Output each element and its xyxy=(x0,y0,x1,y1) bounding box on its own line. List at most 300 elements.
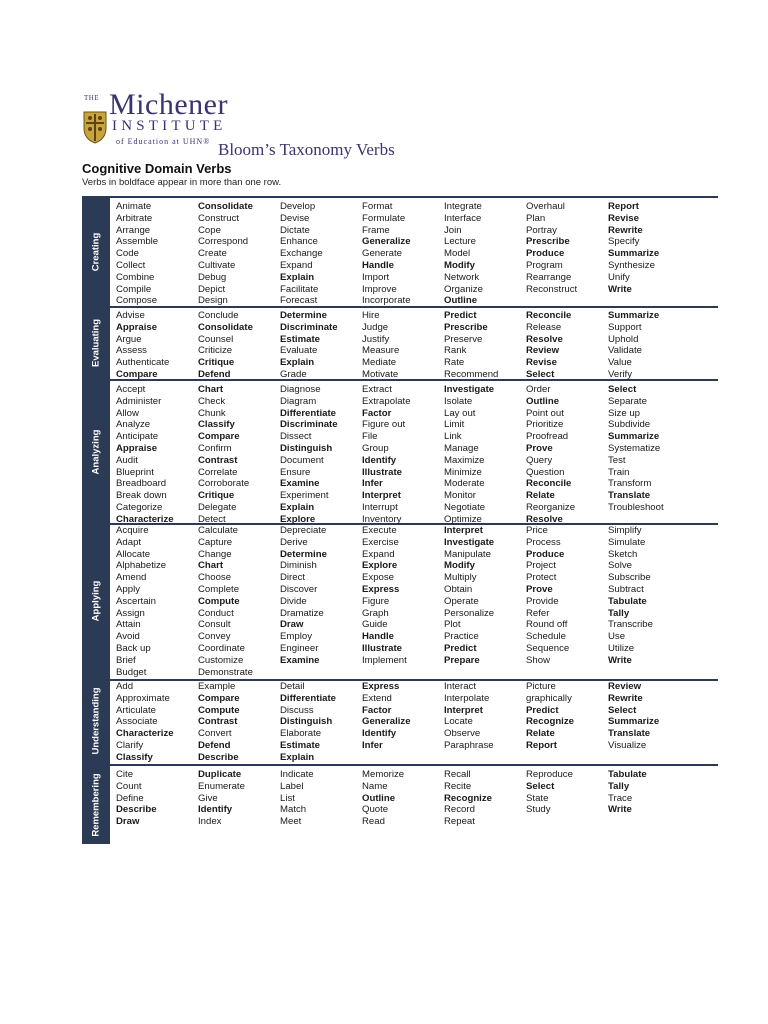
verb: Specify xyxy=(608,236,640,248)
verb: Reorganize xyxy=(526,501,576,513)
row-label-text: Analyzing xyxy=(90,429,102,475)
verb: Systematize xyxy=(608,442,661,454)
verb: Elaborate xyxy=(280,728,322,740)
verb: Compare xyxy=(116,368,158,380)
row-divider xyxy=(82,196,718,198)
verb: Maximize xyxy=(444,454,485,466)
verb-column xyxy=(198,384,249,526)
verb: Counsel xyxy=(198,333,234,345)
verb: Measure xyxy=(362,345,400,357)
verb-column xyxy=(362,310,399,381)
verb: Compose xyxy=(116,295,158,307)
verb: Transform xyxy=(608,478,652,490)
verb: Visualize xyxy=(608,739,647,751)
verb: Program xyxy=(526,259,563,271)
verb: Compile xyxy=(116,283,152,295)
verb: Incorporate xyxy=(362,295,411,307)
verb: Investigate xyxy=(444,536,495,548)
verb: Extend xyxy=(362,692,392,704)
verb-column xyxy=(116,384,174,526)
verb: Brief xyxy=(116,654,136,666)
verb: Consult xyxy=(198,619,231,631)
verb-column xyxy=(280,201,323,307)
verb: Predict xyxy=(444,310,477,321)
verb: Select xyxy=(526,780,555,792)
verb: Change xyxy=(198,548,232,560)
verb: Handle xyxy=(362,259,394,271)
verb: Authenticate xyxy=(116,357,170,369)
verb: Chunk xyxy=(198,407,226,419)
verb: Enumerate xyxy=(198,780,245,792)
verb: Give xyxy=(198,792,218,804)
logo-name: Michener xyxy=(109,88,228,121)
verb: Point out xyxy=(526,407,564,419)
verb: Recognize xyxy=(444,792,492,804)
verb: Interpret xyxy=(444,525,483,536)
verb: Convey xyxy=(198,631,231,643)
verb: Identify xyxy=(362,728,397,740)
verb-column xyxy=(362,525,407,667)
verb: Estimate xyxy=(280,333,320,345)
verb: Diagram xyxy=(280,395,317,407)
verb: Hire xyxy=(362,310,380,321)
verb: Limit xyxy=(444,419,465,431)
verb: Illustrate xyxy=(362,642,402,654)
verb: Animate xyxy=(116,201,152,212)
verb: Articulate xyxy=(116,704,156,716)
verb: Corroborate xyxy=(198,478,250,490)
verb: Revise xyxy=(526,357,557,369)
verb: Tabulate xyxy=(608,595,647,607)
verb-column xyxy=(280,769,314,828)
verb: Discriminate xyxy=(280,419,338,431)
verb: Uphold xyxy=(608,333,639,345)
verb-column xyxy=(362,681,411,752)
verb: Multiply xyxy=(444,572,477,584)
verb: Modify xyxy=(444,560,475,572)
verb: Budget xyxy=(116,666,147,678)
verb: Examine xyxy=(280,478,320,490)
verb: Schedule xyxy=(526,631,567,643)
verb-column xyxy=(608,310,659,381)
verb: Write xyxy=(608,804,632,816)
verb: Group xyxy=(362,442,389,454)
verb: Indicate xyxy=(280,769,314,780)
verb: Order xyxy=(526,384,551,395)
verb: Depict xyxy=(198,283,226,295)
verb: Link xyxy=(444,431,462,443)
verb: Critique xyxy=(198,357,235,369)
verb: Personalize xyxy=(444,607,495,619)
verb: Distinguish xyxy=(280,442,333,454)
verb: Sequence xyxy=(526,642,570,654)
verb: Examine xyxy=(280,654,320,666)
verb: Relate xyxy=(526,490,555,502)
verb: Discover xyxy=(280,583,318,595)
verb: Adapt xyxy=(116,536,142,548)
verb: Expand xyxy=(362,548,395,560)
verb: Size up xyxy=(608,407,640,419)
verb: Resolve xyxy=(526,333,563,345)
page-note: Verbs in boldface appear in more than one row. xyxy=(82,177,282,188)
verb: Round off xyxy=(526,619,568,631)
logo-subtitle: of Education at UHN® xyxy=(116,137,211,146)
verb: Judge xyxy=(362,321,389,333)
verb-column xyxy=(444,201,483,307)
verb: Repeat xyxy=(444,816,475,828)
verb: Characterize xyxy=(116,728,174,740)
verb: Extrapolate xyxy=(362,395,411,407)
row-label-understanding xyxy=(82,678,110,764)
verb: Facilitate xyxy=(280,283,319,295)
verb: Price xyxy=(526,525,548,536)
verb: Unify xyxy=(608,271,630,283)
document-header xyxy=(82,88,722,164)
verb: Accept xyxy=(116,384,146,395)
verb: Compute xyxy=(198,595,240,607)
verb: Anticipate xyxy=(116,431,159,443)
verb: Express xyxy=(362,583,400,595)
verb: Recite xyxy=(444,780,472,792)
verb: Simulate xyxy=(608,536,646,548)
verb: Chart xyxy=(198,384,224,395)
verb: Prove xyxy=(526,583,553,595)
verb: Create xyxy=(198,248,227,260)
logo-the: THE xyxy=(84,94,100,102)
verb: Example xyxy=(198,681,236,692)
verb: Value xyxy=(608,357,632,369)
verb: Prescribe xyxy=(444,321,488,333)
verb: Direct xyxy=(280,572,306,584)
row-label-text: Applying xyxy=(90,580,102,621)
verb: Compare xyxy=(198,692,240,704)
verb-column xyxy=(116,769,157,828)
verb: Translate xyxy=(608,490,651,502)
verb: Study xyxy=(526,804,551,816)
verb: Minimize xyxy=(444,466,482,478)
verb: Reproduce xyxy=(526,769,573,780)
verb: Provide xyxy=(526,595,559,607)
verb: Compute xyxy=(198,704,240,716)
verb: Prescribe xyxy=(526,236,570,248)
verb: Approximate xyxy=(116,692,170,704)
verb: Dramatize xyxy=(280,607,324,619)
verb: Detect xyxy=(198,513,226,525)
verb: Resolve xyxy=(526,513,563,525)
verb: Test xyxy=(608,454,626,466)
verb: Audit xyxy=(116,454,138,466)
verb: Describe xyxy=(116,804,157,816)
verb: Conduct xyxy=(198,607,234,619)
verb: Confirm xyxy=(198,442,232,454)
verb: Outline xyxy=(362,792,396,804)
verb: Interact xyxy=(444,681,476,692)
verb: Use xyxy=(608,631,626,643)
verb: Overhaul xyxy=(526,201,565,212)
verb: Transcribe xyxy=(608,619,653,631)
verb-column xyxy=(116,525,166,678)
verb: Diagnose xyxy=(280,384,321,395)
verb: Graph xyxy=(362,607,389,619)
verb: Devise xyxy=(280,212,310,224)
verb: Criticize xyxy=(198,345,233,357)
verb: Train xyxy=(608,466,630,478)
verb: Guide xyxy=(362,619,388,631)
verb: Isolate xyxy=(444,395,473,407)
verb: Support xyxy=(608,321,642,333)
verb: Rearrange xyxy=(526,271,572,283)
verb: Customize xyxy=(198,654,244,666)
verb: Arrange xyxy=(116,224,151,236)
verb: Query xyxy=(526,454,553,466)
verb: Summarize xyxy=(608,248,660,260)
verb: Combine xyxy=(116,271,155,283)
verb: Validate xyxy=(608,345,642,357)
verb: Troubleshoot xyxy=(608,501,664,513)
verb: Picture xyxy=(526,681,556,692)
verb: Sketch xyxy=(608,548,638,560)
verb: Grade xyxy=(280,368,307,380)
verb-column xyxy=(526,525,569,667)
verb: Construct xyxy=(198,212,240,224)
verb-column xyxy=(444,681,494,752)
verb: Avoid xyxy=(116,631,140,643)
verb: Derive xyxy=(280,536,308,548)
verb: Generate xyxy=(362,248,403,260)
verb: Chart xyxy=(198,560,224,572)
verb: Produce xyxy=(526,248,565,260)
verb: Dissect xyxy=(280,431,312,443)
verb: Trace xyxy=(608,792,633,804)
verb: Differentiate xyxy=(280,692,336,704)
verb-column xyxy=(280,384,338,526)
verb-column xyxy=(608,201,659,295)
verb: Correlate xyxy=(198,466,238,478)
verb: Relate xyxy=(526,728,555,740)
verb: Discuss xyxy=(280,704,314,716)
verb: Select xyxy=(608,384,637,395)
verb: Enhance xyxy=(280,236,318,248)
verb: Plan xyxy=(526,212,546,224)
verb: Operate xyxy=(444,595,479,607)
verb: Detail xyxy=(280,681,305,692)
verb: Critique xyxy=(198,490,235,502)
verb-column xyxy=(280,525,327,667)
verb-column xyxy=(608,681,659,752)
row-label-analyzing xyxy=(82,381,110,523)
verb: Revise xyxy=(608,212,639,224)
verb-column xyxy=(280,310,338,381)
verb: Label xyxy=(280,780,304,792)
verb: Contrast xyxy=(198,716,238,728)
verb: Analyze xyxy=(116,419,151,431)
verb: Tabulate xyxy=(608,769,647,780)
verb-column xyxy=(362,384,411,526)
verb: Coordinate xyxy=(198,642,245,654)
verb: Explain xyxy=(280,751,315,763)
verb-column xyxy=(608,384,664,514)
verb: Draw xyxy=(116,816,140,828)
verb: Read xyxy=(362,816,385,828)
verb: Tally xyxy=(608,607,630,619)
verb: Consolidate xyxy=(198,201,253,212)
verb: File xyxy=(362,431,378,443)
verb: Quote xyxy=(362,804,389,816)
verb: Formulate xyxy=(362,212,406,224)
verbs-table xyxy=(82,196,718,844)
verb: Consolidate xyxy=(198,321,253,333)
verb-column xyxy=(444,310,498,381)
verb: Negotiate xyxy=(444,501,486,513)
verb: Report xyxy=(526,739,557,751)
verb: Recall xyxy=(444,769,471,780)
verb-column xyxy=(116,310,169,381)
verb: Check xyxy=(198,395,226,407)
verb: Advise xyxy=(116,310,145,321)
verb: Back up xyxy=(116,642,151,654)
verb: Reconcile xyxy=(526,478,572,490)
verb: Design xyxy=(198,295,228,307)
verb-column xyxy=(444,769,492,828)
verb: Synthesize xyxy=(608,259,655,271)
verb: Practice xyxy=(444,631,479,643)
verb: Explain xyxy=(280,357,315,369)
verb: Choose xyxy=(198,572,232,584)
verb: Import xyxy=(362,271,390,283)
verb: Ensure xyxy=(280,466,311,478)
verb: Manipulate xyxy=(444,548,491,560)
verb: Preserve xyxy=(444,333,483,345)
verb: Generalize xyxy=(362,236,411,248)
verb: Rewrite xyxy=(608,692,643,704)
verb: Ascertain xyxy=(116,595,156,607)
verb: Breadboard xyxy=(116,478,167,490)
verb: Select xyxy=(526,368,555,380)
verb: Allocate xyxy=(116,548,151,560)
verb: Generalize xyxy=(362,716,411,728)
verb: Assemble xyxy=(116,236,159,248)
verb: Cite xyxy=(116,769,134,780)
verb: Show xyxy=(526,654,550,666)
verb: Describe xyxy=(198,751,239,763)
verb: Duplicate xyxy=(198,769,242,780)
row-label-text: Understanding xyxy=(90,687,102,755)
verb: Categorize xyxy=(116,501,163,513)
verb: Network xyxy=(444,271,480,283)
verb: Determine xyxy=(280,310,327,321)
verb: Express xyxy=(362,681,400,692)
verb: Meet xyxy=(280,816,302,828)
verb: Subtract xyxy=(608,583,644,595)
verb: Factor xyxy=(362,407,392,419)
crest-icon xyxy=(82,110,108,144)
verb: Interpret xyxy=(362,490,401,502)
verb: Expand xyxy=(280,259,313,271)
verb: Produce xyxy=(526,548,565,560)
verb: Proofread xyxy=(526,431,569,443)
verb: graphically xyxy=(526,692,572,704)
verb: Classify xyxy=(116,751,153,763)
verb: Cultivate xyxy=(198,259,236,271)
verb: Manage xyxy=(444,442,479,454)
verb: Code xyxy=(116,248,139,260)
verb: Predict xyxy=(444,642,477,654)
verb: Frame xyxy=(362,224,390,236)
verb: Memorize xyxy=(362,769,405,780)
verb: Infer xyxy=(362,739,383,751)
verb: Solve xyxy=(608,560,632,572)
verb-column xyxy=(362,201,411,307)
verb: Explain xyxy=(280,271,315,283)
row-label-text: Remembering xyxy=(90,773,102,837)
verb: Engineer xyxy=(280,642,319,654)
verb: Illustrate xyxy=(362,466,402,478)
verb: Collect xyxy=(116,259,146,271)
verb: Debug xyxy=(198,271,227,283)
verb: Contrast xyxy=(198,454,238,466)
verb: Improve xyxy=(362,283,397,295)
verb: Define xyxy=(116,792,144,804)
verb: Observe xyxy=(444,728,481,740)
verb: Select xyxy=(608,704,637,716)
verb-column xyxy=(526,769,573,816)
verb-column xyxy=(198,525,253,678)
verb: Appraise xyxy=(116,321,158,333)
verb: Locate xyxy=(444,716,473,728)
verb: Name xyxy=(362,780,388,792)
verb: Develop xyxy=(280,201,316,212)
verb: Implement xyxy=(362,654,407,666)
verb: Convert xyxy=(198,728,232,740)
verb: Assess xyxy=(116,345,147,357)
verb: Explore xyxy=(280,513,316,525)
verb: Depreciate xyxy=(280,525,327,536)
verb: Classify xyxy=(198,419,235,431)
verb: Subscribe xyxy=(608,572,651,584)
verb-column xyxy=(608,525,653,667)
verb: Review xyxy=(608,681,642,692)
verb: Factor xyxy=(362,704,392,716)
verb: Rate xyxy=(444,357,465,369)
verb: Obtain xyxy=(444,583,473,595)
verb: Dictate xyxy=(280,224,310,236)
row-label-remembering xyxy=(82,766,110,844)
verb: Argue xyxy=(116,333,142,345)
verb: Verify xyxy=(608,368,632,380)
verb: Outline xyxy=(444,295,478,307)
verb: Format xyxy=(362,201,393,212)
verb: Record xyxy=(444,804,475,816)
verb: Acquire xyxy=(116,525,149,536)
verb: Join xyxy=(444,224,462,236)
verb: Review xyxy=(526,345,560,357)
verb: Refer xyxy=(526,607,550,619)
verb: Demonstrate xyxy=(198,666,253,678)
verb: Document xyxy=(280,454,324,466)
verb: Complete xyxy=(198,583,240,595)
verb: Plot xyxy=(444,619,461,631)
verb: Write xyxy=(608,654,632,666)
verb: Subdivide xyxy=(608,419,651,431)
document-title: Bloom’s Taxonomy Verbs xyxy=(218,140,395,159)
verb: Lay out xyxy=(444,407,476,419)
verb: Handle xyxy=(362,631,394,643)
verb-column xyxy=(116,201,158,307)
verb-column xyxy=(198,769,245,828)
verb: Lecture xyxy=(444,236,476,248)
verb: Appraise xyxy=(116,442,158,454)
verb: Summarize xyxy=(608,716,660,728)
